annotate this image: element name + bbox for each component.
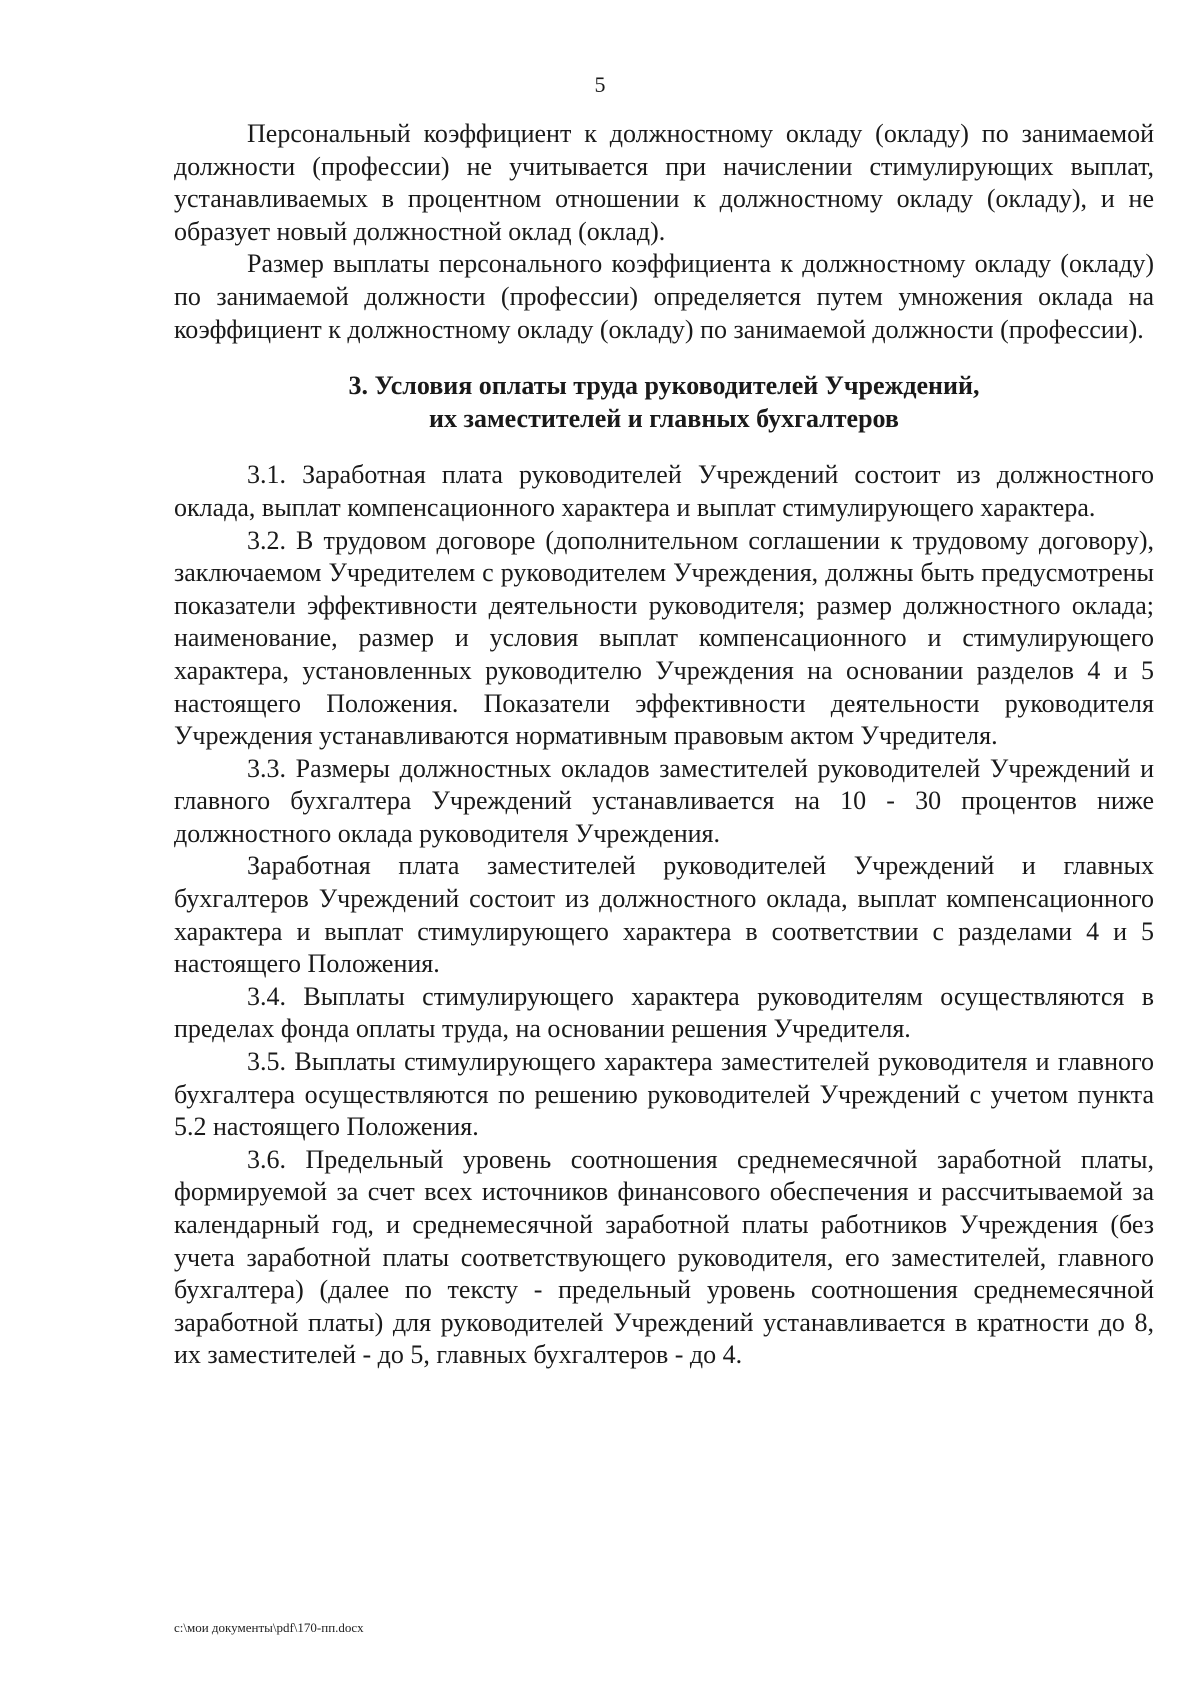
paragraph: 3.1. Заработная плата руководителей Учреждений состоит из должностного оклада, выплат компенсационного характера и выплат стимулирующего характера.	[174, 460, 1154, 522]
paragraph: 3.2. В трудовом договоре (дополнительном соглашении к трудовому договору), заключаемом Учредителем с руководителем Учреждения, должны быть предусмотрены показатели эффективности деятельности руководителя; размер должностного оклада; наименование, размер и условия выплат компенсационного и стимулирующего характера, установленных руководителю Учреждения на основании разделов 4 и 5 настоящего Положения. Показатели эффективности деятельности руководителя Учреждения устанавливаются нормативным правовым актом Учредителя.	[174, 525, 1154, 751]
section-heading-line: их заместителей и главных бухгалтеров	[429, 403, 899, 433]
section-heading-line: 3. Условия оплаты труда руководителей Учреждений,	[348, 371, 980, 401]
page-number: 5	[594, 72, 606, 97]
footer-file-path: c:\мои документы\pdf\170-пп.docx	[174, 1620, 364, 1635]
paragraph: Заработная плата заместителей руководителей Учреждений и главных бухгалтеров Учреждений состоит из должностного оклада, выплат компенсационного характера и выплат стимулирующего характера в соответствии с разделами 4 и 5 настоящего Положения.	[174, 851, 1154, 979]
paragraph: 3.3. Размеры должностных окладов заместителей руководителей Учреждений и главного бухгалтера Учреждений устанавливается на 10 - 30 процентов ниже должностного оклада руководителя Учреждения.	[174, 753, 1154, 848]
paragraph: 3.5. Выплаты стимулирующего характера заместителей руководителя и главного бухгалтера осуществляются по решению руководителей Учреждений с учетом пункта 5.2 настоящего Положения.	[174, 1047, 1154, 1142]
paragraph: Размер выплаты персонального коэффициента к должностному окладу (окладу) по занимаемой должности (профессии) определяется путем умножения оклада на коэффициент к должностному окладу (окладу) по занимаемой должности (профессии).	[174, 249, 1154, 344]
section-heading	[174, 370, 1154, 435]
paragraph: Персональный коэффициент к должностному окладу (окладу) по занимаемой должности (профессии) не учитывается при начислении стимулирующих выплат, устанавливаемых в процентном отношении к должностному окладу (окладу), и не образует новый должностной оклад (оклад).	[174, 119, 1154, 246]
document-body	[174, 118, 1154, 1372]
paragraph: 3.4. Выплаты стимулирующего характера руководителям осуществляются в пределах фонда оплаты труда, на основании решения Учредителя.	[174, 981, 1154, 1044]
paragraph: 3.6. Предельный уровень соотношения среднемесячной заработной платы, формируемой за счет всех источников финансового обеспечения и рассчитываемой за календарный год, и среднемесячной заработной платы работников Учреждения (без учета заработной платы соответствующего руководителя, его заместителей, главного бухгалтера) (далее по тексту - предельный уровень соотношения среднемесячной заработной платы) для руководителей Учреждений устанавливается в кратности до 8, их заместителей - до 5, главных бухгалтеров - до 4.	[174, 1144, 1154, 1370]
